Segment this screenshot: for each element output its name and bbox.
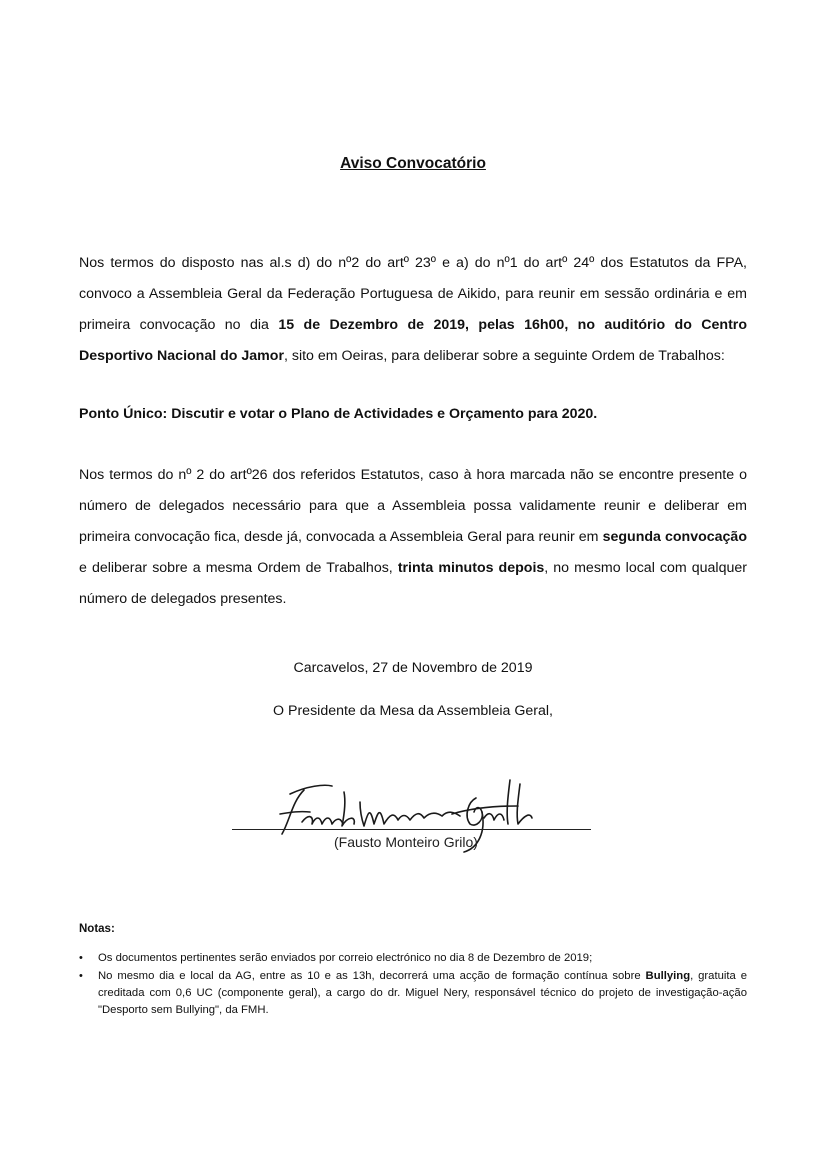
paragraph-text: , sito em Oeiras, para deliberar sobre a seguinte Ordem de Trabalhos: [283,348,725,364]
meeting-date-location: 15 de Dezembro de 2019, pelas 16h00, no auditório do Centro Desportivo Nacional do Jamor [79,317,747,364]
paragraph-text: e deliberar sobre a mesma Ordem de Trabalhos, [79,560,398,576]
paragraph-text: Nos termos do nº 2 do artº26 dos referidos Estatutos, caso à hora marcada não se encontre presente o número de delegados necessário para que a Assembleia possa validamente reunir e deliberar em primeira convocação fica, desde já, convocada a Assembleia Geral para reunir em [79,467,747,545]
note-text: Os documentos pertinentes serão enviados por correio electrónico no dia 8 de Dezembro de 2019; [98,952,593,964]
signatory-name: (Fausto Monteiro Grilo) [334,834,478,850]
note-text: , gratuita e creditada com 0,6 UC (componente geral), a cargo do dr. Miguel Nery, responsável técnico do projeto de investigação-ação "Desporto sem Bullying", da FMH. [98,970,747,1016]
agenda-item: Ponto Único: Discutir e votar o Plano de Actividades e Orçamento para 2020. [79,406,598,422]
delay-emphasis: trinta minutos depois [397,560,545,576]
list-item [79,950,747,967]
signature-line [232,829,591,830]
bullet-icon: • [79,952,83,964]
signatory-role: O Presidente da Mesa da Assembleia Geral, [273,703,553,719]
note-emphasis: Bullying [645,970,691,982]
list-item [79,968,747,1019]
notes-list [79,950,747,1020]
paragraph-text: , no mesmo local com qualquer número de delegados presentes. [79,560,747,607]
document-title: Aviso Convocatório [340,155,486,172]
notes-title: Notas: [79,923,115,935]
place-date: Carcavelos, 27 de Novembro de 2019 [293,660,533,676]
convocation-paragraph [79,248,747,372]
second-convocation-paragraph [79,460,747,615]
second-convocation-emphasis: segunda convocação [602,529,747,545]
paragraph-text: Nos termos do disposto nas al.s d) do nº2 do artº 23º e a) do nº1 do artº 24º dos Estatutos da FPA, convoco a Assembleia Geral da Federação Portuguesa de Aikido, para reunir em sessão ordinária e em primeira convocação no dia [79,255,747,333]
note-text: No mesmo dia e local da AG, entre as 10 e as 13h, decorrerá uma acção de formação contínua sobre [98,970,646,982]
bullet-icon: • [79,970,83,982]
